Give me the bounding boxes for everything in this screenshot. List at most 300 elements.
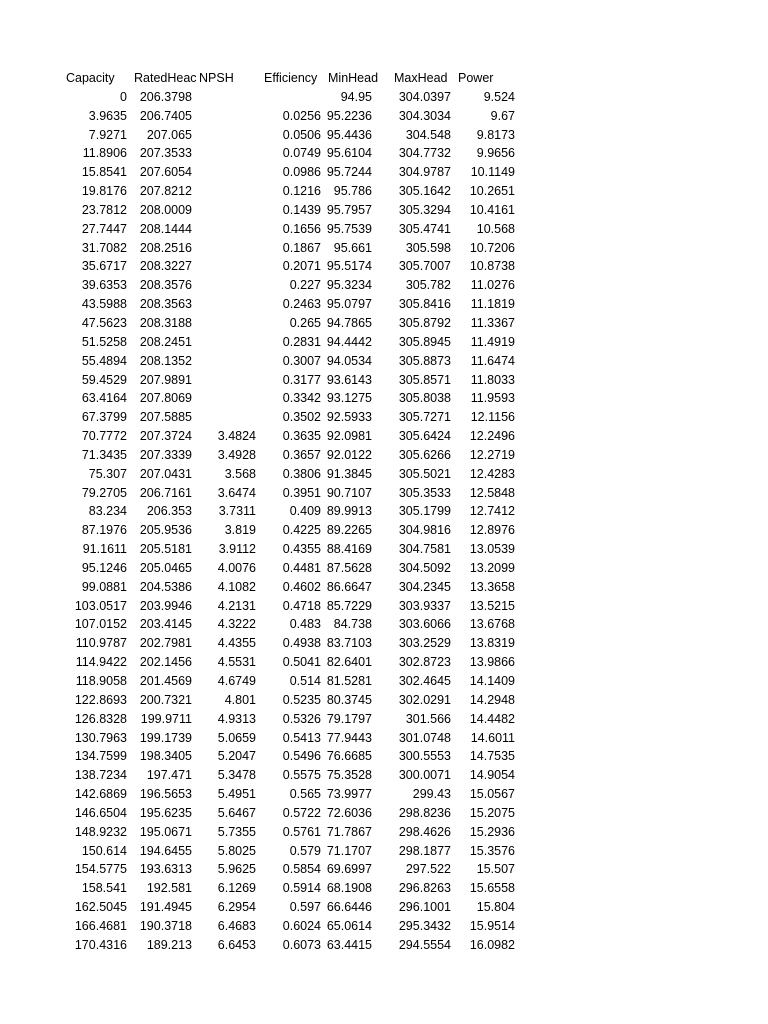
cell-power[interactable]: 11.9593: [470, 391, 515, 406]
cell-power[interactable]: 13.8319: [469, 636, 515, 651]
cell-capacity[interactable]: 122.8693: [74, 692, 127, 707]
cell-min-head[interactable]: 79.1797: [326, 711, 372, 726]
cell-npsh[interactable]: 5.2047: [217, 749, 256, 764]
cell-power[interactable]: 11.6474: [470, 353, 515, 368]
cell-capacity[interactable]: 3.9635: [88, 108, 127, 123]
cell-npsh[interactable]: 4.2131: [217, 598, 256, 613]
cell-efficiency[interactable]: 0.2071: [282, 259, 321, 274]
cell-efficiency[interactable]: 0.5413: [282, 730, 321, 745]
cell-efficiency[interactable]: 0.6024: [282, 918, 321, 933]
cell-npsh[interactable]: 5.4951: [217, 787, 256, 802]
cell-rated-head[interactable]: 204.5386: [139, 579, 192, 594]
cell-min-head[interactable]: 88.4169: [326, 542, 372, 557]
cell-min-head[interactable]: 94.4442: [326, 334, 372, 349]
cell-min-head[interactable]: 95.7244: [326, 165, 372, 180]
cell-npsh[interactable]: 4.9313: [217, 711, 256, 726]
cell-max-head[interactable]: 305.3533: [398, 485, 451, 500]
cell-capacity[interactable]: 107.0152: [74, 617, 127, 632]
cell-rated-head[interactable]: 192.581: [146, 881, 192, 896]
cell-npsh[interactable]: [196, 295, 256, 314]
cell-rated-head[interactable]: 207.0431: [139, 466, 192, 481]
cell-max-head[interactable]: 305.782: [405, 278, 451, 293]
cell-npsh[interactable]: [196, 314, 256, 333]
cell-max-head[interactable]: 296.8263: [398, 881, 451, 896]
cell-power[interactable]: 9.524: [483, 89, 515, 104]
cell-max-head[interactable]: 304.7732: [398, 146, 451, 161]
cell-capacity[interactable]: 7.9271: [88, 127, 127, 142]
cell-power[interactable]: 11.1819: [470, 297, 515, 312]
cell-capacity[interactable]: 39.6353: [81, 278, 127, 293]
cell-efficiency[interactable]: 0.4355: [282, 542, 321, 557]
cell-power[interactable]: 14.6011: [470, 730, 515, 745]
cell-power[interactable]: 15.507: [476, 862, 515, 877]
cell-capacity[interactable]: 138.7234: [74, 768, 127, 783]
cell-max-head[interactable]: 304.548: [405, 127, 451, 142]
cell-power[interactable]: 10.568: [476, 221, 515, 236]
cell-npsh[interactable]: 4.3222: [217, 617, 256, 632]
cell-min-head[interactable]: 94.0534: [326, 353, 372, 368]
cell-capacity[interactable]: 146.6504: [74, 805, 127, 820]
cell-max-head[interactable]: 305.3294: [398, 202, 451, 217]
cell-capacity[interactable]: 87.1976: [81, 523, 127, 538]
cell-min-head[interactable]: 87.5628: [326, 560, 372, 575]
cell-efficiency[interactable]: 0.3951: [282, 485, 321, 500]
cell-capacity[interactable]: 51.5258: [81, 334, 127, 349]
cell-rated-head[interactable]: 198.3405: [139, 749, 192, 764]
cell-efficiency[interactable]: 0.5722: [282, 805, 321, 820]
cell-capacity[interactable]: 83.234: [88, 504, 127, 519]
cell-power[interactable]: 11.0276: [470, 278, 515, 293]
cell-capacity[interactable]: 35.6717: [81, 259, 127, 274]
cell-rated-head[interactable]: 189.213: [146, 937, 192, 952]
cell-capacity[interactable]: 67.3799: [81, 410, 127, 425]
cell-npsh[interactable]: 6.1269: [217, 881, 256, 896]
cell-rated-head[interactable]: 194.6455: [139, 843, 192, 858]
cell-npsh[interactable]: 5.9625: [217, 862, 256, 877]
cell-npsh[interactable]: 3.9112: [218, 542, 256, 557]
cell-efficiency[interactable]: 0.6073: [282, 937, 321, 952]
cell-efficiency[interactable]: 0.1656: [282, 221, 321, 236]
cell-power[interactable]: 10.2651: [469, 184, 515, 199]
cell-efficiency[interactable]: 0.565: [289, 787, 321, 802]
cell-npsh[interactable]: [196, 408, 256, 427]
cell-efficiency[interactable]: 0.4938: [282, 636, 321, 651]
cell-rated-head[interactable]: 202.1456: [139, 655, 192, 670]
cell-npsh[interactable]: 3.7311: [218, 504, 256, 519]
cell-efficiency[interactable]: 0.1867: [282, 240, 321, 255]
cell-max-head[interactable]: 302.0291: [398, 692, 451, 707]
cell-max-head[interactable]: 304.3034: [398, 108, 451, 123]
cell-capacity[interactable]: 110.9787: [75, 636, 127, 651]
cell-npsh[interactable]: 3.4824: [217, 429, 256, 444]
cell-min-head[interactable]: 95.0797: [326, 297, 372, 312]
cell-min-head[interactable]: 92.5933: [326, 410, 372, 425]
cell-min-head[interactable]: 92.0981: [326, 429, 372, 444]
cell-min-head[interactable]: 93.1275: [326, 391, 372, 406]
cell-rated-head[interactable]: 205.9536: [139, 523, 192, 538]
cell-rated-head[interactable]: 207.5885: [139, 410, 192, 425]
column-header-rated-head[interactable]: RatedHeac: [134, 71, 197, 85]
cell-max-head[interactable]: 299.43: [412, 787, 451, 802]
cell-capacity[interactable]: 170.4316: [74, 937, 127, 952]
cell-efficiency[interactable]: 0.409: [289, 504, 321, 519]
cell-efficiency[interactable]: 0.3177: [282, 372, 321, 387]
cell-rated-head[interactable]: 207.065: [146, 127, 192, 142]
cell-min-head[interactable]: 94.95: [340, 89, 372, 104]
cell-efficiency[interactable]: 0.3342: [282, 391, 321, 406]
cell-efficiency[interactable]: 0.3806: [282, 466, 321, 481]
cell-capacity[interactable]: 71.3435: [81, 447, 127, 462]
cell-capacity[interactable]: 130.7963: [74, 730, 127, 745]
cell-npsh[interactable]: 5.0659: [217, 730, 256, 745]
cell-min-head[interactable]: 95.5174: [326, 259, 372, 274]
cell-efficiency[interactable]: 0.5761: [282, 824, 321, 839]
cell-efficiency[interactable]: 0.5235: [282, 692, 321, 707]
cell-max-head[interactable]: 304.9816: [398, 523, 451, 538]
cell-efficiency[interactable]: 0.597: [289, 900, 321, 915]
cell-power[interactable]: 9.67: [490, 108, 515, 123]
cell-rated-head[interactable]: 190.3718: [139, 918, 192, 933]
cell-min-head[interactable]: 80.3745: [326, 692, 372, 707]
cell-rated-head[interactable]: 191.4945: [139, 900, 192, 915]
cell-npsh[interactable]: 3.819: [224, 523, 256, 538]
cell-power[interactable]: 14.1409: [469, 674, 515, 688]
cell-max-head[interactable]: 304.0397: [398, 89, 451, 104]
cell-power[interactable]: 12.2719: [469, 447, 515, 462]
cell-npsh[interactable]: 4.4355: [217, 636, 256, 651]
cell-max-head[interactable]: 305.1799: [398, 504, 451, 519]
cell-min-head[interactable]: 68.1908: [326, 881, 372, 896]
cell-efficiency[interactable]: 0.4602: [282, 579, 321, 594]
cell-min-head[interactable]: 84.738: [333, 617, 372, 632]
cell-min-head[interactable]: 92.0122: [326, 447, 372, 462]
cell-power[interactable]: 12.2496: [469, 429, 515, 444]
cell-power[interactable]: 15.9514: [469, 918, 515, 933]
cell-max-head[interactable]: 304.9787: [398, 165, 451, 180]
cell-power[interactable]: 15.2075: [469, 805, 515, 820]
cell-min-head[interactable]: 81.5281: [326, 674, 372, 688]
cell-rated-head[interactable]: 201.4569: [139, 674, 192, 688]
cell-rated-head[interactable]: 202.7981: [139, 636, 192, 651]
cell-capacity[interactable]: 91.1611: [82, 542, 127, 557]
cell-efficiency[interactable]: 0.3502: [282, 410, 321, 425]
cell-min-head[interactable]: 95.786: [333, 184, 372, 199]
cell-max-head[interactable]: 298.4626: [398, 824, 451, 839]
cell-capacity[interactable]: 95.1246: [81, 560, 127, 575]
cell-efficiency[interactable]: 0.5575: [282, 768, 321, 783]
cell-rated-head[interactable]: 199.9711: [140, 711, 192, 726]
cell-min-head[interactable]: 95.3234: [326, 278, 372, 293]
cell-power[interactable]: 9.9656: [476, 146, 515, 161]
cell-power[interactable]: 12.1156: [470, 410, 515, 425]
cell-rated-head[interactable]: 203.9946: [139, 598, 192, 613]
cell-efficiency[interactable]: 0.483: [289, 617, 321, 632]
cell-min-head[interactable]: 89.2265: [326, 523, 372, 538]
cell-capacity[interactable]: 158.541: [81, 881, 127, 896]
cell-rated-head[interactable]: 205.5181: [139, 542, 192, 557]
cell-max-head[interactable]: 295.3432: [398, 918, 451, 933]
cell-rated-head[interactable]: 207.3339: [139, 447, 192, 462]
cell-min-head[interactable]: 69.6997: [326, 862, 372, 877]
cell-efficiency[interactable]: 0.4481: [282, 560, 321, 575]
cell-max-head[interactable]: 303.2529: [398, 636, 451, 651]
cell-capacity[interactable]: 59.4529: [81, 372, 127, 387]
cell-rated-head[interactable]: 207.8212: [139, 184, 192, 199]
cell-rated-head[interactable]: 206.353: [146, 504, 192, 519]
cell-rated-head[interactable]: 207.3533: [139, 146, 192, 161]
cell-power[interactable]: 13.3658: [469, 579, 515, 594]
cell-efficiency[interactable]: 0.265: [289, 315, 321, 330]
cell-power[interactable]: 15.804: [476, 900, 515, 915]
column-header-power[interactable]: Power: [458, 71, 494, 85]
cell-rated-head[interactable]: 208.1352: [139, 353, 192, 368]
cell-max-head[interactable]: 305.7271: [398, 410, 451, 425]
cell-max-head[interactable]: 304.2345: [398, 579, 451, 594]
cell-efficiency[interactable]: 0.3007: [282, 353, 321, 368]
cell-rated-head[interactable]: 208.3188: [139, 315, 192, 330]
cell-rated-head[interactable]: 193.6313: [139, 862, 192, 877]
cell-min-head[interactable]: 76.6685: [326, 749, 372, 764]
cell-power[interactable]: 14.9054: [469, 768, 515, 783]
cell-max-head[interactable]: 305.6424: [398, 429, 451, 444]
cell-max-head[interactable]: 305.8945: [398, 334, 451, 349]
cell-rated-head[interactable]: 206.3798: [139, 89, 192, 104]
cell-capacity[interactable]: 0: [120, 89, 127, 104]
cell-rated-head[interactable]: 206.7161: [139, 485, 192, 500]
cell-power[interactable]: 13.2099: [469, 560, 515, 575]
cell-power[interactable]: 12.4283: [469, 466, 515, 481]
cell-max-head[interactable]: 305.598: [405, 240, 451, 255]
cell-rated-head[interactable]: 208.2516: [139, 240, 192, 255]
cell-power[interactable]: 10.4161: [469, 202, 515, 217]
cell-power[interactable]: 15.6558: [469, 881, 515, 896]
cell-rated-head[interactable]: 195.6235: [139, 805, 192, 820]
cell-max-head[interactable]: 305.5021: [398, 466, 451, 481]
cell-efficiency[interactable]: 0.4718: [282, 598, 321, 613]
cell-min-head[interactable]: 85.7229: [326, 598, 372, 613]
cell-max-head[interactable]: 305.4741: [398, 221, 451, 236]
cell-npsh[interactable]: [196, 389, 256, 408]
cell-power[interactable]: 11.4919: [470, 334, 515, 349]
cell-min-head[interactable]: 71.1707: [326, 843, 372, 858]
cell-max-head[interactable]: 301.566: [405, 711, 451, 726]
cell-rated-head[interactable]: 196.5653: [139, 787, 192, 802]
cell-max-head[interactable]: 304.7581: [398, 542, 451, 557]
cell-capacity[interactable]: 134.7599: [74, 749, 127, 764]
cell-min-head[interactable]: 95.4436: [326, 127, 372, 142]
cell-min-head[interactable]: 94.7865: [326, 315, 372, 330]
cell-min-head[interactable]: 89.9913: [326, 504, 372, 519]
cell-npsh[interactable]: 4.0076: [217, 560, 256, 575]
cell-npsh[interactable]: [196, 276, 256, 295]
cell-npsh[interactable]: 4.1082: [217, 579, 256, 594]
cell-capacity[interactable]: 70.7772: [81, 429, 127, 444]
cell-capacity[interactable]: 162.5045: [74, 900, 127, 915]
cell-power[interactable]: 13.0539: [469, 542, 515, 557]
cell-max-head[interactable]: 298.1877: [398, 843, 451, 858]
cell-min-head[interactable]: 82.6401: [326, 655, 372, 670]
cell-capacity[interactable]: 166.4681: [74, 918, 127, 933]
cell-efficiency[interactable]: 0.1216: [282, 184, 321, 199]
cell-max-head[interactable]: 301.0748: [398, 730, 451, 745]
cell-min-head[interactable]: 65.0614: [326, 918, 372, 933]
cell-npsh[interactable]: [196, 107, 256, 126]
cell-capacity[interactable]: 79.2705: [81, 485, 127, 500]
cell-power[interactable]: 13.9866: [469, 655, 515, 670]
cell-capacity[interactable]: 142.6869: [74, 787, 127, 802]
cell-npsh[interactable]: 5.6467: [217, 805, 256, 820]
cell-max-head[interactable]: 305.8571: [398, 372, 451, 387]
column-header-npsh[interactable]: NPSH: [199, 71, 234, 85]
cell-efficiency[interactable]: 0.0506: [282, 127, 321, 142]
cell-efficiency[interactable]: 0.5326: [282, 711, 321, 726]
cell-rated-head[interactable]: 208.3563: [139, 297, 192, 312]
cell-npsh[interactable]: 5.7355: [217, 824, 256, 839]
cell-power[interactable]: 12.5848: [469, 485, 515, 500]
cell-min-head[interactable]: 73.9977: [326, 787, 372, 802]
cell-rated-head[interactable]: 207.9891: [139, 372, 192, 387]
cell-efficiency[interactable]: 0.2831: [282, 334, 321, 349]
cell-max-head[interactable]: 297.522: [405, 862, 451, 877]
cell-power[interactable]: 15.2936: [469, 824, 515, 839]
cell-power[interactable]: 11.8033: [470, 372, 515, 387]
cell-capacity[interactable]: 103.0517: [74, 598, 127, 613]
cell-min-head[interactable]: 90.7107: [326, 485, 372, 500]
cell-npsh[interactable]: 6.6453: [217, 937, 256, 952]
cell-max-head[interactable]: 305.6266: [398, 447, 451, 462]
cell-max-head[interactable]: 305.8416: [398, 297, 451, 312]
cell-min-head[interactable]: 71.7867: [326, 824, 372, 839]
cell-rated-head[interactable]: 200.7321: [139, 692, 192, 707]
cell-npsh[interactable]: [196, 239, 256, 258]
cell-efficiency[interactable]: 0.0749: [282, 146, 321, 161]
cell-efficiency[interactable]: 0.0986: [282, 165, 321, 180]
column-header-capacity[interactable]: Capacity: [66, 71, 115, 85]
cell-max-head[interactable]: 300.5553: [398, 749, 451, 764]
cell-min-head[interactable]: 66.6446: [326, 900, 372, 915]
cell-power[interactable]: 11.3367: [470, 315, 515, 330]
cell-npsh[interactable]: [196, 163, 256, 182]
cell-npsh[interactable]: 6.4683: [217, 918, 256, 933]
cell-power[interactable]: 12.8976: [469, 523, 515, 538]
cell-rated-head[interactable]: 207.8069: [139, 391, 192, 406]
cell-npsh[interactable]: [196, 201, 256, 220]
cell-rated-head[interactable]: 207.6054: [139, 165, 192, 180]
cell-power[interactable]: 15.3576: [469, 843, 515, 858]
cell-capacity[interactable]: 126.8328: [74, 711, 127, 726]
cell-min-head[interactable]: 86.6647: [326, 579, 372, 594]
cell-max-head[interactable]: 303.9337: [398, 598, 451, 613]
cell-power[interactable]: 10.8738: [469, 259, 515, 274]
cell-npsh[interactable]: [196, 126, 256, 145]
cell-rated-head[interactable]: 208.1444: [139, 221, 192, 236]
cell-max-head[interactable]: 294.5554: [398, 937, 451, 952]
cell-rated-head[interactable]: 207.3724: [139, 429, 192, 444]
cell-capacity[interactable]: 27.7447: [81, 221, 127, 236]
cell-efficiency[interactable]: 0.0256: [282, 108, 321, 123]
cell-rated-head[interactable]: 208.3576: [139, 278, 192, 293]
cell-rated-head[interactable]: 195.0671: [139, 824, 192, 839]
cell-max-head[interactable]: 302.4645: [398, 674, 451, 688]
cell-npsh[interactable]: 3.568: [224, 466, 256, 481]
cell-power[interactable]: 9.8173: [476, 127, 515, 142]
cell-max-head[interactable]: 296.1001: [398, 900, 451, 915]
cell-npsh[interactable]: 6.2954: [217, 900, 256, 915]
cell-min-head[interactable]: 95.7957: [326, 202, 372, 217]
cell-efficiency[interactable]: 0.3635: [282, 429, 321, 444]
cell-max-head[interactable]: 305.8792: [398, 315, 451, 330]
cell-capacity[interactable]: 31.7082: [81, 240, 127, 255]
cell-power[interactable]: 13.5215: [469, 598, 515, 613]
cell-npsh[interactable]: 4.6749: [217, 674, 256, 688]
cell-npsh[interactable]: [196, 144, 256, 163]
cell-efficiency[interactable]: 0.5854: [282, 862, 321, 877]
cell-min-head[interactable]: 63.4415: [326, 937, 372, 952]
cell-npsh[interactable]: [196, 333, 256, 352]
cell-npsh[interactable]: 3.4928: [217, 447, 256, 462]
cell-npsh[interactable]: [196, 88, 256, 107]
cell-max-head[interactable]: 302.8723: [398, 655, 451, 670]
column-header-efficiency[interactable]: Efficiency: [264, 71, 318, 85]
cell-npsh[interactable]: 3.6474: [217, 485, 256, 500]
cell-efficiency[interactable]: 0.5041: [282, 655, 321, 670]
cell-rated-head[interactable]: 197.471: [146, 768, 192, 783]
cell-capacity[interactable]: 23.7812: [81, 202, 127, 217]
cell-power[interactable]: 12.7412: [469, 504, 515, 519]
cell-capacity[interactable]: 148.9232: [74, 824, 127, 839]
column-header-max-head[interactable]: MaxHead: [394, 71, 448, 85]
cell-power[interactable]: 15.0567: [469, 787, 515, 802]
cell-min-head[interactable]: 95.6104: [326, 146, 372, 161]
cell-capacity[interactable]: 114.9422: [75, 655, 127, 670]
cell-npsh[interactable]: [196, 257, 256, 276]
cell-npsh[interactable]: [196, 352, 256, 371]
cell-max-head[interactable]: 305.8038: [398, 391, 451, 406]
cell-max-head[interactable]: 303.6066: [398, 617, 451, 632]
cell-min-head[interactable]: 93.6143: [326, 372, 372, 387]
cell-max-head[interactable]: 305.7007: [398, 259, 451, 274]
cell-min-head[interactable]: 95.7539: [326, 221, 372, 236]
cell-max-head[interactable]: 300.0071: [398, 768, 451, 783]
cell-rated-head[interactable]: 208.3227: [139, 259, 192, 274]
cell-npsh[interactable]: [196, 371, 256, 390]
cell-efficiency[interactable]: [258, 88, 321, 107]
cell-power[interactable]: 13.6768: [469, 617, 515, 632]
cell-npsh[interactable]: [196, 220, 256, 239]
cell-rated-head[interactable]: 199.1739: [139, 730, 192, 745]
cell-efficiency[interactable]: 0.3657: [282, 447, 321, 462]
cell-capacity[interactable]: 75.307: [88, 466, 127, 481]
cell-capacity[interactable]: 99.0881: [81, 579, 127, 594]
cell-capacity[interactable]: 19.8176: [81, 184, 127, 199]
cell-capacity[interactable]: 118.9058: [75, 674, 127, 688]
cell-min-head[interactable]: 95.661: [333, 240, 372, 255]
cell-min-head[interactable]: 75.3528: [326, 768, 372, 783]
cell-capacity[interactable]: 63.4164: [81, 391, 127, 406]
cell-power[interactable]: 14.4482: [469, 711, 515, 726]
cell-power[interactable]: 16.0982: [469, 937, 515, 952]
cell-capacity[interactable]: 11.8906: [82, 146, 127, 161]
cell-npsh[interactable]: 4.5531: [217, 655, 256, 670]
cell-capacity[interactable]: 150.614: [81, 843, 127, 858]
cell-min-head[interactable]: 77.9443: [326, 730, 372, 745]
cell-power[interactable]: 10.7206: [469, 240, 515, 255]
cell-npsh[interactable]: 5.8025: [217, 843, 256, 858]
cell-efficiency[interactable]: 0.2463: [282, 297, 321, 312]
cell-capacity[interactable]: 43.5988: [81, 297, 127, 312]
cell-capacity[interactable]: 15.8541: [81, 165, 127, 180]
cell-rated-head[interactable]: 208.2451: [139, 334, 192, 349]
